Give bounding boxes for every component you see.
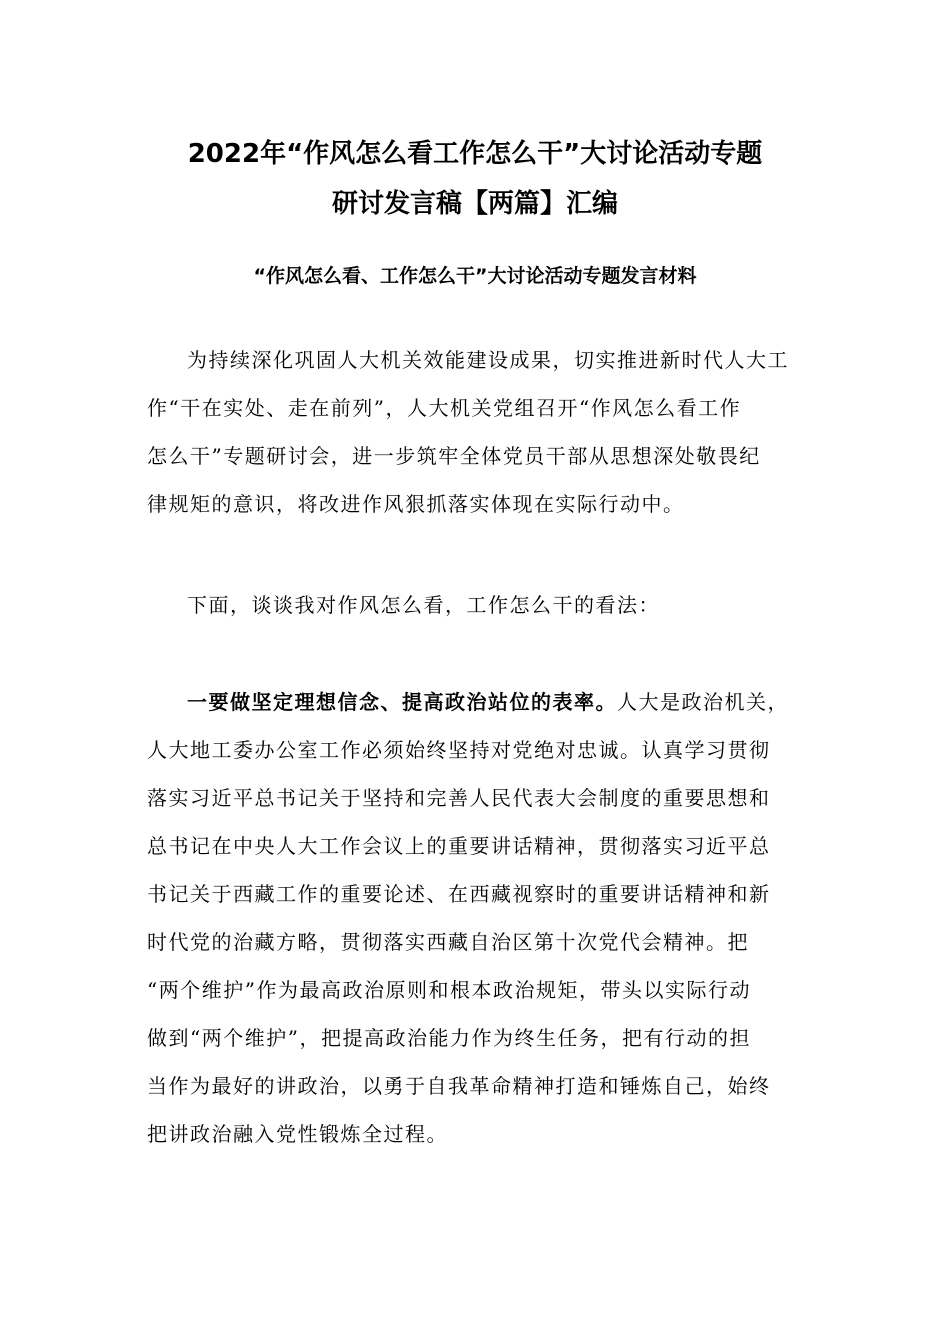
paragraph-line: 把讲政治融入党性锻炼全过程。 [147, 1122, 448, 1146]
paragraph-line: 怎么干”专题研讨会，进一步筑牢全体党员干部从思想深处敬畏纪 [147, 444, 761, 468]
title-line-2: 研讨发言稿【两篇】汇编 [331, 189, 618, 219]
paragraph-line: 作“干在实处、走在前列”，人大机关党组召开“作风怎么看工作 [147, 396, 742, 420]
paragraph-text: 人大是政治机关， [617, 690, 789, 714]
section-subtitle: “作风怎么看、工作怎么干”大讨论活动专题发言材料 [253, 265, 697, 287]
paragraph-line: 人大地工委办公室工作必须始终坚持对党绝对忠诚。认真学习贯彻 [147, 738, 771, 762]
paragraph-line: 下面，谈谈我对作风怎么看，工作怎么干的看法： [187, 593, 660, 617]
paragraph-line: 做到“两个维护”，把提高政治能力作为终生任务，把有行动的担 [147, 1026, 751, 1050]
paragraph-line: 总书记在中央人大工作会议上的重要讲话精神，贯彻落实习近平总 [147, 834, 771, 858]
paragraph-intro [147, 340, 807, 532]
paragraph-line: 落实习近平总书记关于坚持和完善人民代表大会制度的重要思想和 [147, 786, 771, 810]
title-line-1: 2022年“作风怎么看工作怎么干”大讨论活动专题 [187, 139, 763, 169]
paragraph-line: 当作为最好的讲政治，以勇于自我革命精神打造和锤炼自己，始终 [147, 1074, 771, 1098]
paragraph-point-one [147, 682, 807, 1162]
paragraph-line: 时代党的治藏方略，贯彻落实西藏自治区第十次党代会精神。把 [147, 930, 749, 954]
paragraph-line: 律规矩的意识，将改进作风狠抓落实体现在实际行动中。 [147, 492, 685, 516]
point-heading: 一要做坚定理想信念、提高政治站位的表率。 [187, 690, 617, 714]
paragraph-line: 书记关于西藏工作的重要论述、在西藏视察时的重要讲话精神和新 [147, 882, 771, 906]
paragraph-line: “两个维护”作为最高政治原则和根本政治规矩，带头以实际行动 [147, 978, 751, 1002]
document-title [100, 136, 850, 236]
paragraph-line: 为持续深化巩固人大机关效能建设成果，切实推进新时代人大工 [187, 348, 789, 372]
paragraph-first-line [147, 682, 807, 730]
paragraph-transition [147, 585, 807, 633]
